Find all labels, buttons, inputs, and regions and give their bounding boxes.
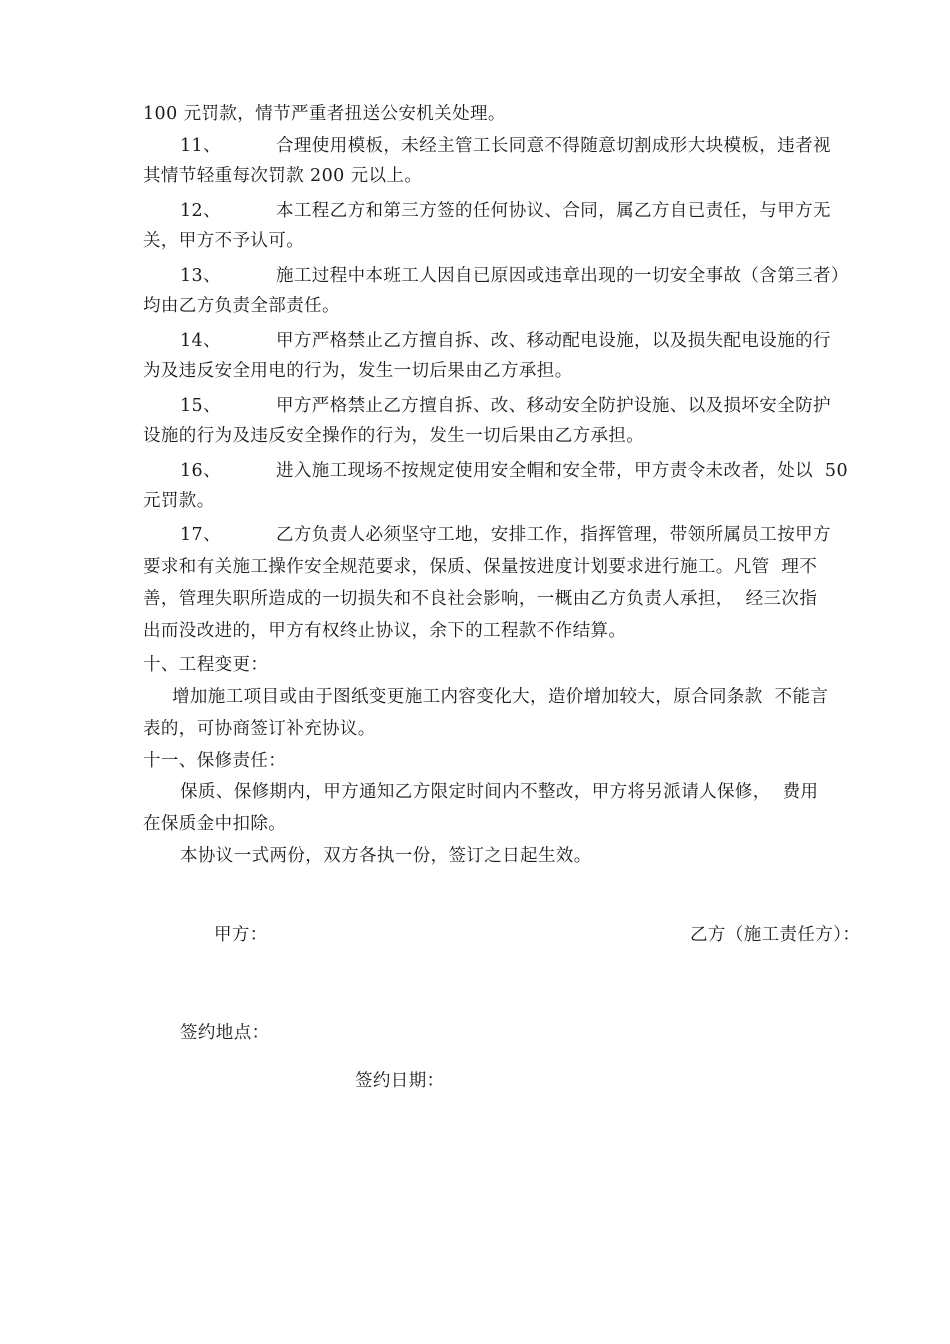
clause-number: 15、	[180, 396, 221, 416]
clause-number: 12、	[180, 201, 221, 221]
clause-text: 甲方严格禁止乙方擅自拆、改、移动配电设施，以及损失配电设施的行	[276, 331, 831, 351]
clause-number: 13、	[180, 266, 221, 286]
clause-11	[180, 133, 831, 159]
section-11-paragraph-line-1: 保质、保修期内，甲方通知乙方限定时间内不整改，甲方将另派请人保修， 费用	[180, 782, 819, 802]
clause-10-continuation: 100 元罚款，情节严重者扭送公安机关处理。	[143, 104, 506, 124]
clause-number: 16、	[180, 461, 221, 481]
clause-17-continuation-1: 要求和有关施工操作安全规范要求，保质、保量按进度计划要求进行施工。凡管 理不	[143, 557, 818, 577]
clause-17-continuation-2: 善，管理失职所造成的一切损失和不良社会影响，一概由乙方负责人承担， 经三次指	[143, 589, 818, 609]
party-a-signature-label: 甲方：	[214, 925, 268, 945]
section-11-paragraph-line-2: 在保质金中扣除。	[143, 814, 287, 834]
clause-13-continuation: 均由乙方负责全部责任。	[143, 296, 340, 316]
clause-17	[180, 522, 831, 548]
clause-12-continuation: 关，甲方不予认可。	[143, 231, 305, 251]
closing-statement: 本协议一式两份，双方各执一份，签订之日起生效。	[180, 846, 592, 866]
clause-14-continuation: 为及违反安全用电的行为，发生一切后果由乙方承担。	[143, 361, 573, 381]
clause-12	[180, 198, 831, 224]
clause-16	[180, 458, 848, 484]
section-10-paragraph-line-1: 增加施工项目或由于图纸变更施工内容变化大，造价增加较大，原合同条款 不能言	[172, 687, 829, 707]
signing-location-label: 签约地点：	[180, 1023, 270, 1043]
party-b-signature-label: 乙方（施工责任方）：	[690, 925, 861, 945]
clause-13	[180, 263, 849, 289]
clause-16-continuation: 元罚款。	[143, 491, 215, 511]
clause-text: 进入施工现场不按规定使用安全帽和安全带，甲方责令未改者，处以 50	[276, 461, 848, 481]
clause-text: 本工程乙方和第三方签的任何协议、合同，属乙方自已责任，与甲方无	[276, 201, 831, 221]
signing-date-label: 签约日期：	[355, 1071, 445, 1091]
clause-17-continuation-3: 出而没改进的，甲方有权终止协议，余下的工程款不作结算。	[143, 621, 627, 641]
clause-text: 乙方负责人必须坚守工地，安排工作，指挥管理，带领所属员工按甲方	[276, 525, 831, 545]
clause-text: 甲方严格禁止乙方擅自拆、改、移动安全防护设施、以及损坏安全防护	[276, 396, 831, 416]
section-10-paragraph-line-2: 表的，可协商签订补充协议。	[143, 719, 376, 739]
clause-text: 合理使用模板，未经主管工长同意不得随意切割成形大块模板，违者视	[276, 136, 831, 156]
section-10-heading: 十、工程变更：	[143, 655, 269, 675]
clause-14	[180, 328, 831, 354]
section-11-heading: 十一、保修责任：	[143, 751, 287, 771]
clause-number: 14、	[180, 331, 221, 351]
clause-number: 11、	[180, 136, 221, 156]
clause-number: 17、	[180, 525, 221, 545]
clause-11-continuation: 其情节轻重每次罚款 200 元以上。	[143, 166, 423, 186]
clause-text: 施工过程中本班工人因自已原因或违章出现的一切安全事故（含第三者）	[276, 266, 849, 286]
clause-15	[180, 393, 831, 419]
clause-15-continuation: 设施的行为及违反安全操作的行为，发生一切后果由乙方承担。	[143, 426, 645, 446]
